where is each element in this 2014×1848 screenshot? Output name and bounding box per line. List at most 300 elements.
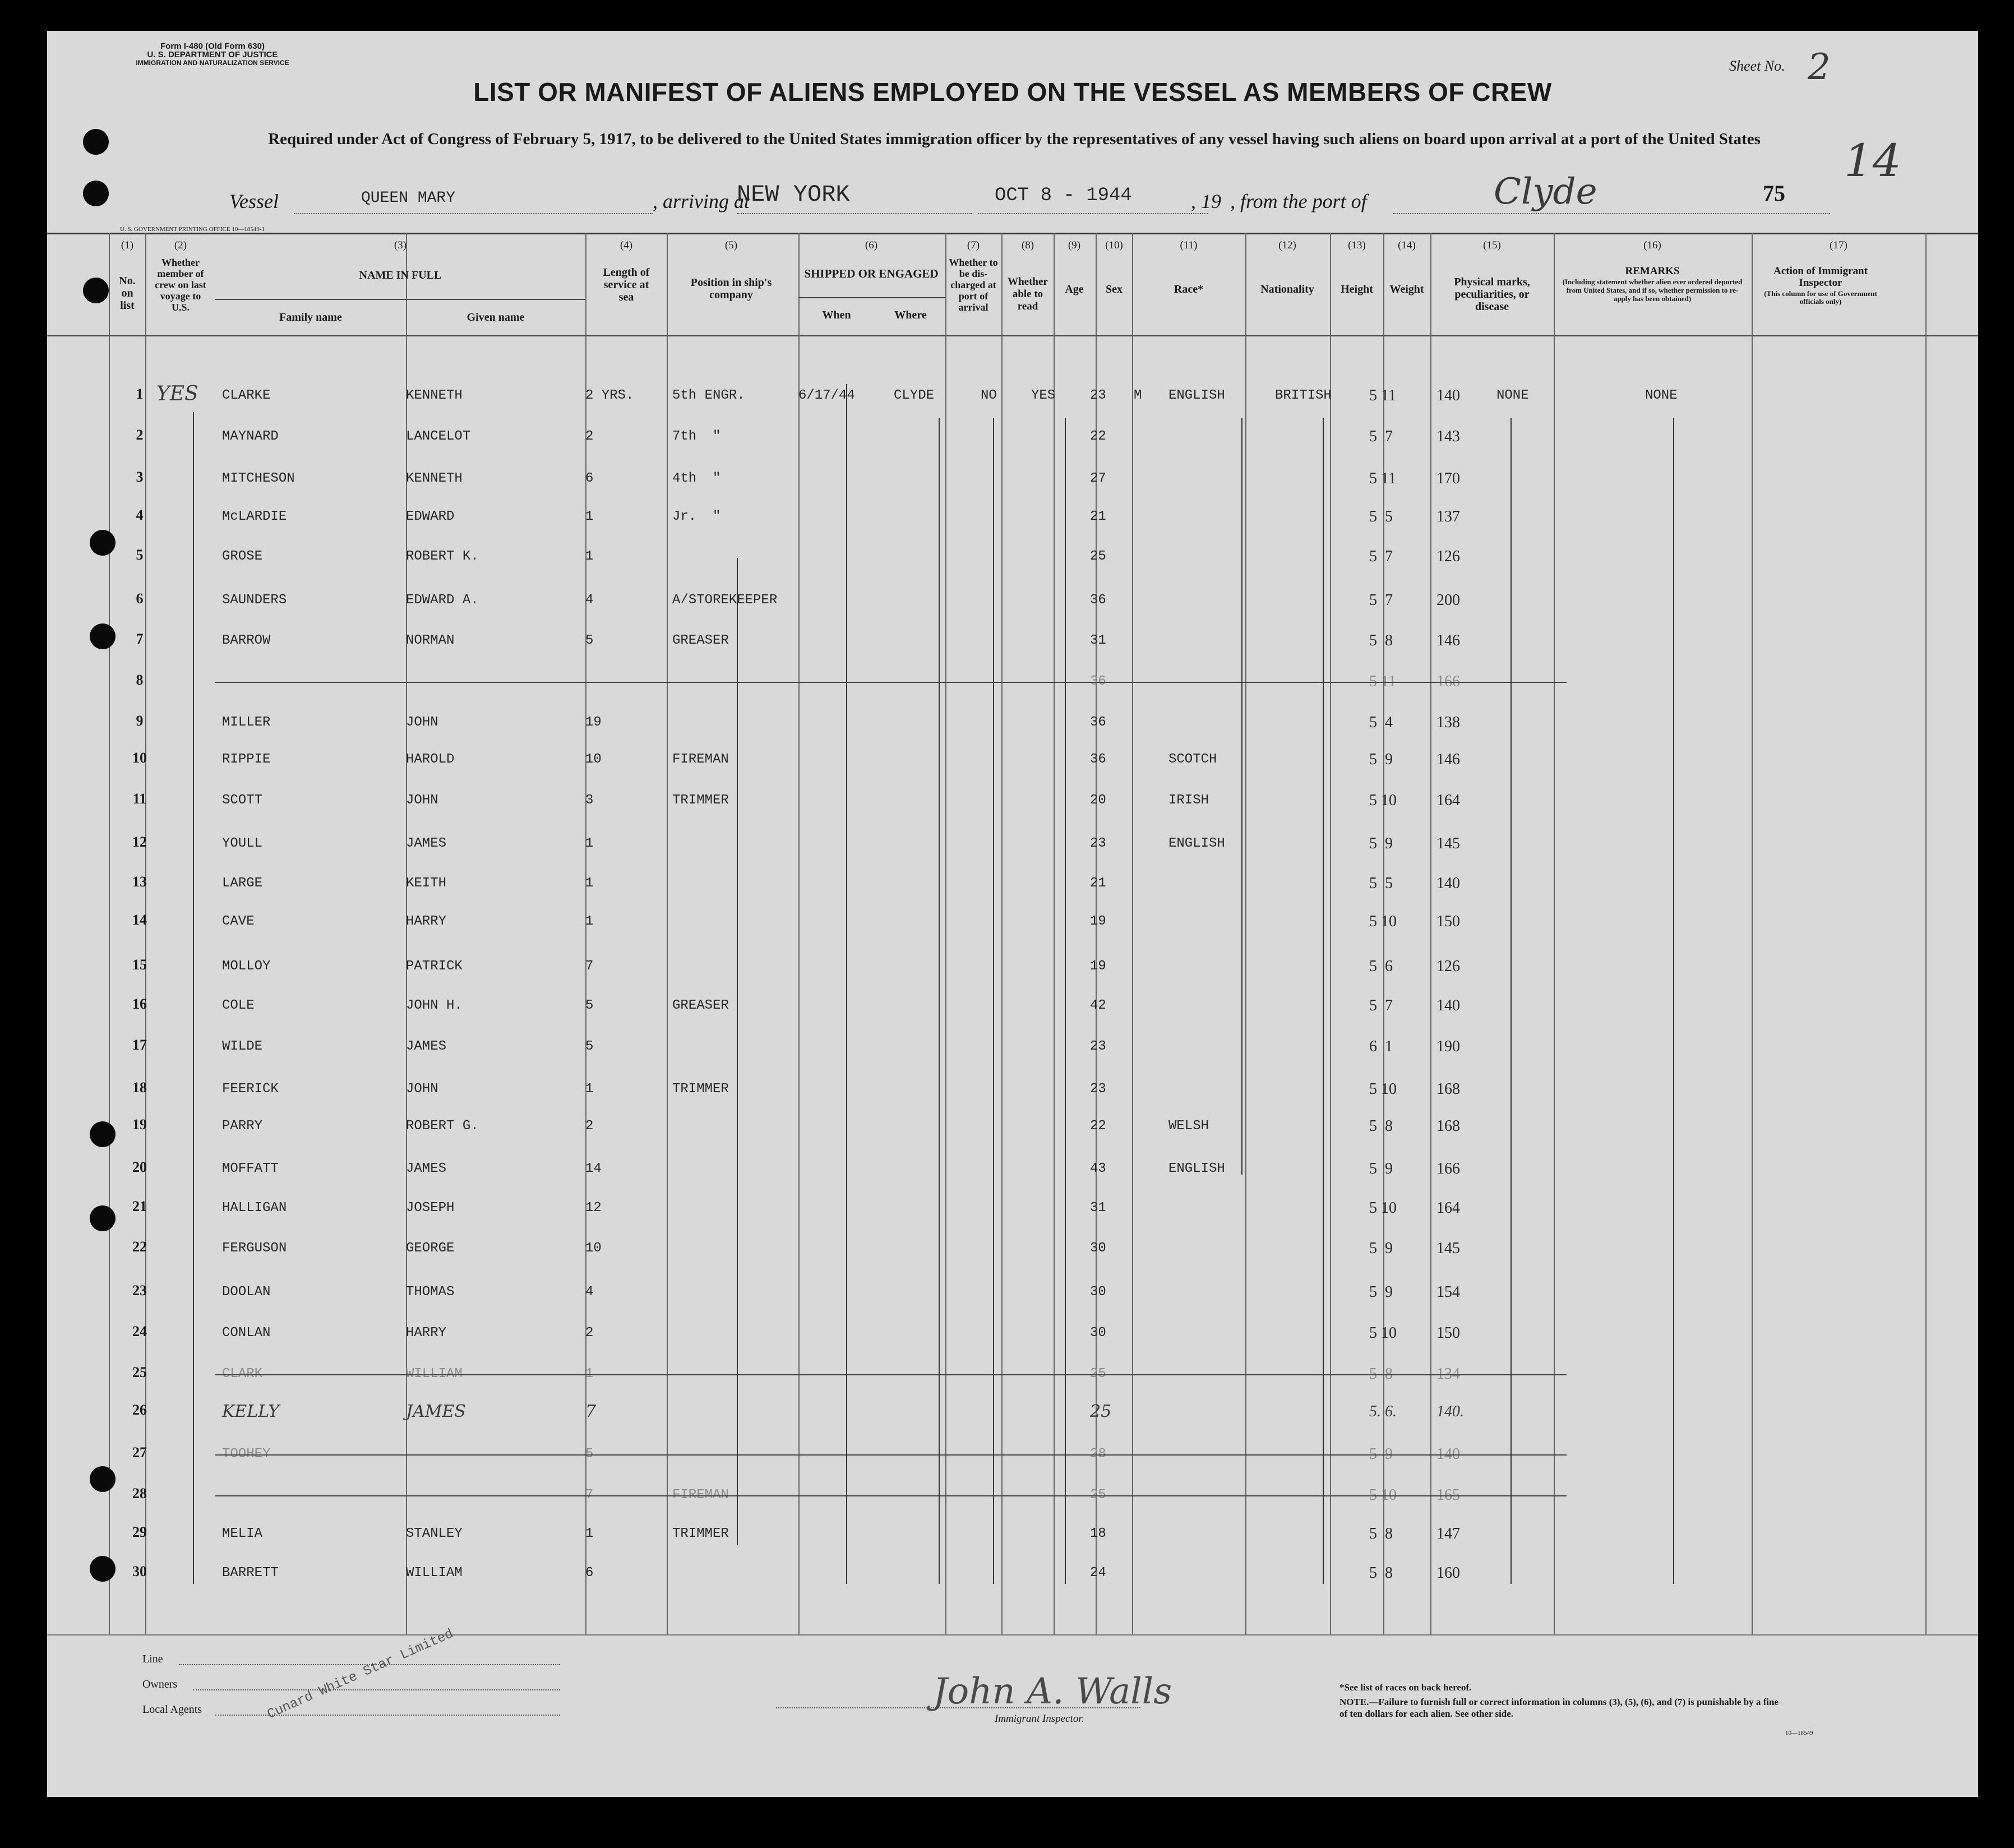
weight: 147: [1436, 1525, 1460, 1542]
height: 5 8: [1369, 1525, 1393, 1542]
header-position: Position in ship's company: [690, 276, 772, 301]
height: 5 8: [1369, 1365, 1393, 1383]
height: 5 8: [1369, 1117, 1393, 1135]
service-length: 14: [585, 1161, 602, 1176]
service-length: 10: [585, 752, 602, 767]
family-name: PARRY: [222, 1119, 263, 1134]
header-given-name: Given name: [466, 311, 525, 324]
punch-hole: [90, 1121, 116, 1147]
ditto-line: [193, 412, 194, 1584]
row-number: 26: [132, 1402, 147, 1418]
family-name: MILLER: [222, 715, 271, 730]
column-number: (3): [394, 239, 407, 251]
physical-marks: NONE: [1496, 388, 1529, 403]
weight: 140: [1436, 387, 1460, 404]
family-name: CLARKE: [222, 388, 271, 403]
position: FIREMAN: [672, 752, 729, 767]
weight: 138: [1436, 714, 1460, 731]
given-name: ROBERT G.: [406, 1119, 479, 1134]
department: U. S. DEPARTMENT OF JUSTICE: [147, 50, 278, 59]
height: 5 8: [1369, 632, 1393, 649]
agent-stamp: Cunard White Star Limited: [265, 1626, 456, 1722]
service-length: 7: [585, 1487, 594, 1503]
form-id: Form I-480 (Old Form 630): [160, 41, 265, 51]
service-length: 6: [585, 1565, 594, 1581]
height: 5 11: [1369, 673, 1396, 690]
owners-label: Owners: [142, 1678, 178, 1690]
row-number: 30: [132, 1563, 147, 1579]
service-length: 4: [585, 1285, 594, 1300]
service-length: 7: [585, 1402, 597, 1421]
family-name: FERGUSON: [222, 1241, 287, 1256]
header-weight: Weight: [1389, 283, 1424, 295]
weight: 140.: [1436, 1403, 1464, 1420]
able-to-read: YES: [1031, 388, 1056, 403]
column-divider: [109, 233, 110, 1634]
height: 5 9: [1369, 835, 1393, 852]
discharged-flag: NO: [981, 388, 997, 403]
printing-office: U. S. GOVERNMENT PRINTING OFFICE 10—18549-1: [120, 226, 265, 233]
age: 18: [1090, 1526, 1106, 1541]
header-name-in-full: NAME IN FULL: [359, 269, 442, 281]
age: 36: [1090, 752, 1106, 767]
strike-through-line: [215, 1495, 1567, 1496]
weight: 150: [1436, 1324, 1460, 1342]
given-name: JOSEPH: [406, 1200, 455, 1216]
remarks: NONE: [1645, 388, 1678, 403]
year-label: , 19: [1191, 190, 1221, 212]
family-name: SAUNDERS: [222, 593, 287, 608]
arrival-date: OCT 8 - 1944: [995, 185, 1132, 206]
punch-hole: [83, 181, 109, 206]
row-number: 9: [136, 713, 144, 729]
height: 5 4: [1369, 714, 1393, 731]
family-name: MOLLOY: [222, 959, 271, 974]
age: 25: [1090, 1366, 1106, 1382]
service-length: 1: [585, 836, 594, 851]
row-number: 20: [132, 1159, 147, 1175]
column-divider: [1752, 233, 1753, 1634]
age: 24: [1090, 1565, 1106, 1581]
given-name: JOHN: [406, 715, 438, 730]
column-number: (15): [1483, 239, 1501, 251]
ditto-line: [1510, 418, 1512, 1584]
height: 5 9: [1369, 1160, 1393, 1177]
form-id-block: [131, 42, 294, 67]
row-number: 21: [132, 1198, 147, 1214]
family-name: MOFFATT: [222, 1161, 279, 1176]
given-name: HAROLD: [406, 752, 455, 767]
ditto-line: [1673, 418, 1674, 1584]
age: 31: [1090, 1200, 1106, 1216]
height: 5 10: [1369, 913, 1397, 930]
row-number: 24: [132, 1323, 147, 1339]
family-name: CLARK: [222, 1366, 263, 1382]
service-length: 6: [585, 471, 594, 486]
column-number: (1): [121, 239, 134, 251]
given-name: KENNETH: [406, 388, 463, 403]
family-name: MELIA: [222, 1526, 263, 1541]
manifest-sheet: [47, 31, 1978, 1797]
given-name: NORMAN: [406, 633, 455, 648]
column-number: (11): [1180, 239, 1198, 251]
family-name: RIPPIE: [222, 752, 271, 767]
height: 5 11: [1369, 387, 1396, 404]
position: TRIMMER: [672, 793, 729, 808]
given-name: ROBERT K.: [406, 549, 479, 564]
column-number: (9): [1068, 239, 1081, 251]
ditto-line: [1323, 418, 1324, 1584]
given-name: EDWARD A.: [406, 593, 479, 608]
position: FIREMAN: [672, 1487, 729, 1503]
vessel-label: Vessel: [229, 190, 279, 212]
row-number: 1: [136, 386, 144, 402]
race: ENGLISH: [1168, 1161, 1225, 1176]
header-height: Height: [1341, 283, 1373, 295]
weight: 168: [1436, 1080, 1460, 1098]
age: 20: [1090, 793, 1106, 808]
header-crew-last-voyage: Whether member of crew on last voyage to U.S.: [155, 257, 206, 313]
row-number: 7: [136, 631, 144, 647]
service-length: 7: [585, 959, 594, 974]
row-number: 17: [132, 1037, 147, 1053]
weight: 190: [1436, 1038, 1460, 1055]
family-name: COLE: [222, 998, 255, 1013]
given-name: WILLIAM: [406, 1565, 463, 1581]
row-number: 15: [132, 957, 147, 973]
service-length: 2 YRS.: [585, 388, 634, 403]
given-name: JOHN: [406, 1082, 438, 1097]
column-divider: [1054, 233, 1055, 1634]
header-no-on-list: No. on list: [119, 275, 136, 312]
row-number: 28: [132, 1485, 147, 1502]
line-label: Line: [142, 1653, 163, 1665]
age: 23: [1090, 1082, 1106, 1097]
age: 36: [1090, 593, 1106, 608]
weight: 134: [1436, 1365, 1460, 1383]
given-name: PATRICK: [406, 959, 463, 974]
service-length: 2: [585, 1119, 594, 1134]
row-number: 6: [136, 590, 144, 607]
row-number: 4: [136, 507, 144, 523]
column-number: (8): [1021, 239, 1034, 251]
height: 5 9: [1369, 1445, 1393, 1463]
age: 27: [1090, 471, 1106, 486]
race: IRISH: [1168, 793, 1209, 808]
column-number: (14): [1398, 239, 1416, 251]
departure-port: Clyde: [1494, 171, 1597, 212]
age: 23: [1090, 836, 1106, 851]
age: 19: [1090, 914, 1106, 929]
column-divider: [1132, 233, 1133, 1634]
weight: 137: [1436, 508, 1460, 525]
ditto-line: [1065, 418, 1066, 1584]
weight: 140: [1436, 997, 1460, 1014]
column-number: (5): [724, 239, 738, 251]
service-length: 4: [585, 593, 594, 608]
given-name: KEITH: [406, 876, 447, 891]
punch-hole: [90, 1205, 116, 1231]
weight: 166: [1436, 673, 1460, 690]
weight: 168: [1436, 1117, 1460, 1135]
weight: 145: [1436, 835, 1460, 852]
ditto-line: [846, 384, 847, 1584]
header-when: When: [822, 309, 851, 321]
strike-through-line: [215, 1454, 1567, 1456]
height: 5 10: [1369, 1486, 1397, 1504]
sheet-number: 2: [1808, 47, 1831, 88]
family-name: LARGE: [222, 876, 263, 891]
column-number: (6): [865, 239, 878, 251]
row-number: 22: [132, 1239, 147, 1255]
weight: 150: [1436, 913, 1460, 930]
local-agents-label: Local Agents: [142, 1703, 202, 1716]
print-code: 10—18549: [1785, 1730, 1813, 1736]
shipped-when: 6/17/44: [798, 388, 855, 403]
row-number: 29: [132, 1524, 147, 1540]
weight: 145: [1436, 1240, 1460, 1257]
family-name: BARRETT: [222, 1565, 279, 1581]
height: 5 5: [1369, 508, 1393, 525]
height: 5 10: [1369, 1199, 1397, 1217]
age: 22: [1090, 429, 1106, 444]
family-name: HALLIGAN: [222, 1200, 287, 1216]
family-name: DOOLAN: [222, 1285, 271, 1300]
row-number: 14: [132, 912, 147, 928]
punch-hole: [83, 129, 109, 155]
column-divider: [1330, 233, 1331, 1634]
service-length: 10: [585, 1241, 602, 1256]
column-number: (4): [620, 239, 633, 251]
header-remarks-note: (Including statement whether alien ever ordered deported from United States, and if so, whether permission to re-apply has been obtained): [1562, 278, 1743, 303]
punch-hole: [90, 1556, 116, 1582]
header-physical-marks: Physical marks, peculiarities, or disease: [1454, 276, 1530, 313]
service-length: 1: [585, 1366, 594, 1382]
age: 23: [1090, 1039, 1106, 1054]
given-name: THOMAS: [406, 1285, 455, 1300]
height: 5 10: [1369, 1324, 1397, 1342]
age: 28: [1090, 1447, 1106, 1462]
header-sex: Sex: [1106, 283, 1123, 295]
row-number: 11: [132, 791, 147, 807]
inspector-label: Immigrant Inspector.: [995, 1713, 1084, 1725]
punch-hole: [90, 1466, 116, 1492]
page-title: LIST OR MANIFEST OF ALIENS EMPLOYED ON THE VESSEL AS MEMBERS OF CREW: [473, 77, 1552, 107]
column-number: (2): [174, 239, 187, 251]
row-number: 13: [132, 874, 147, 890]
given-name: LANCELOT: [406, 429, 471, 444]
family-name: KELLY: [222, 1402, 280, 1421]
header-discharged: Whether to be dis-charged at port of arrival: [949, 257, 998, 313]
height: 5 6: [1369, 958, 1393, 975]
age: 30: [1090, 1241, 1106, 1256]
arriving-label: , arriving at: [653, 190, 750, 212]
height: 5 7: [1369, 428, 1393, 445]
sex: M: [1134, 388, 1142, 403]
service-length: 1: [585, 1526, 594, 1541]
service-length: 5: [585, 998, 594, 1013]
header-shipped-or-engaged: SHIPPED OR ENGAGED: [804, 267, 939, 280]
service-length: 1: [585, 549, 594, 564]
height: 5 8: [1369, 1564, 1393, 1582]
ditto-line: [993, 418, 994, 1584]
service-length: 5: [585, 1039, 594, 1054]
header-immigrant-inspector: Action of Immigrant Inspector: [1773, 265, 1868, 289]
given-name: JAMES: [406, 1161, 447, 1176]
column-number: (13): [1348, 239, 1366, 251]
family-name: BARROW: [222, 633, 271, 648]
punch-hole: [90, 530, 116, 556]
weight: 140: [1436, 1445, 1460, 1463]
age: 19: [1090, 959, 1106, 974]
family-name: CAVE: [222, 914, 255, 929]
age: 30: [1090, 1325, 1106, 1341]
margin-note: 14: [1844, 135, 1901, 187]
family-name: MAYNARD: [222, 429, 279, 444]
height: 5. 6.: [1369, 1403, 1397, 1420]
row-number: 5: [136, 547, 144, 563]
age: 25: [1090, 1487, 1106, 1503]
service-length: 1: [585, 876, 594, 891]
weight: 164: [1436, 1199, 1460, 1217]
height: 6 1: [1369, 1038, 1393, 1055]
punch-hole: [83, 278, 109, 303]
weight: 146: [1436, 751, 1460, 768]
family-name: WILDE: [222, 1039, 263, 1054]
height: 5 9: [1369, 751, 1393, 768]
header-remarks: REMARKS: [1625, 265, 1680, 277]
column-divider: [1430, 233, 1431, 1634]
row-number: 3: [136, 469, 144, 485]
shipped-where: CLYDE: [894, 388, 935, 403]
column-number: (16): [1643, 239, 1661, 251]
races-note: *See list of races on back hereof.: [1339, 1682, 1472, 1693]
position: GREASER: [672, 998, 729, 1013]
column-divider: [1925, 233, 1927, 1634]
penalty-note: NOTE.—Failure to furnish full or correct information in columns (3), (5), (6), and (7) is punishable by a fine of ten dollars for each alien. See other side.: [1339, 1697, 1779, 1719]
weight: 170: [1436, 470, 1460, 487]
header-nationality: Nationality: [1260, 283, 1314, 295]
given-name: HARRY: [406, 914, 447, 929]
column-divider: [1245, 233, 1246, 1634]
height: 5 7: [1369, 548, 1393, 565]
strike-through-line: [215, 1374, 1567, 1375]
ditto-line: [737, 558, 738, 1545]
crew-member-flag: YES: [156, 382, 198, 405]
family-name: SCOTT: [222, 793, 263, 808]
given-name: JOHN: [406, 793, 438, 808]
height: 5 7: [1369, 592, 1393, 609]
arrival-port: NEW YORK: [737, 181, 850, 208]
service-length: 12: [585, 1200, 602, 1216]
strike-through-line: [215, 682, 1567, 683]
header-age: Age: [1065, 283, 1084, 295]
weight: 140: [1436, 875, 1460, 892]
family-name: CONLAN: [222, 1325, 271, 1341]
service-length: 1: [585, 1082, 594, 1097]
height: 5 10: [1369, 1080, 1397, 1098]
given-name: GEORGE: [406, 1241, 455, 1256]
race: SCOTCH: [1168, 752, 1217, 767]
given-name: JOHN H.: [406, 998, 463, 1013]
column-divider: [667, 233, 668, 1634]
header-able-to-read: Whether able to read: [1008, 276, 1048, 312]
age: 31: [1090, 633, 1106, 648]
column-divider: [798, 233, 800, 1634]
position: A/STOREKEEPER: [672, 593, 778, 608]
from-label: , from the port of: [1230, 190, 1367, 212]
height: 5 7: [1369, 997, 1393, 1014]
given-name: HARRY: [406, 1325, 447, 1341]
family-name: FEERICK: [222, 1082, 279, 1097]
punch-hole: [90, 623, 116, 649]
service-length: 2: [585, 429, 594, 444]
race: ENGLISH: [1168, 836, 1225, 851]
service-length: 5: [585, 633, 594, 648]
family-name: GROSE: [222, 549, 263, 564]
column-divider: [1554, 233, 1555, 1634]
position: 7th ": [672, 429, 721, 444]
age: 36: [1090, 674, 1106, 689]
column-number: (12): [1278, 239, 1296, 251]
weight: 200: [1436, 592, 1460, 609]
position: TRIMMER: [672, 1526, 729, 1541]
family-name: McLARDIE: [222, 509, 287, 524]
age: 21: [1090, 876, 1106, 891]
given-name: JAMES: [406, 836, 447, 851]
weight: 164: [1436, 792, 1460, 809]
header-length-of-service: Length of service at sea: [603, 266, 650, 303]
column-divider: [1001, 233, 1003, 1634]
given-name: KENNETH: [406, 471, 463, 486]
row-number: 2: [136, 427, 144, 443]
ditto-line: [1241, 418, 1242, 1175]
inspector-signature: John A. Walls: [933, 1671, 1172, 1712]
sheet-label: Sheet No.: [1729, 58, 1785, 74]
row-number: 25: [132, 1364, 147, 1380]
position: Jr. ": [672, 509, 721, 524]
nationality: BRITISH: [1275, 388, 1332, 403]
weight: 146: [1436, 632, 1460, 649]
given-name: STANLEY: [406, 1526, 463, 1541]
service-length: 2: [585, 1325, 594, 1341]
age: 25: [1090, 549, 1106, 564]
age: 25: [1090, 1402, 1112, 1421]
service-length: 19: [585, 715, 602, 730]
weight: 160: [1436, 1564, 1460, 1582]
given-name: JAMES: [406, 1039, 447, 1054]
vessel-name: QUEEN MARY: [361, 190, 456, 207]
row-number: 16: [132, 996, 147, 1012]
header-inspector-note: (This column for use of Government officials only): [1764, 289, 1877, 306]
weight: 126: [1436, 548, 1460, 565]
column-number: (17): [1830, 239, 1847, 251]
position: 4th ": [672, 471, 721, 486]
height: 5 11: [1369, 470, 1396, 487]
given-name: JAMES: [406, 1402, 466, 1421]
weight: 126: [1436, 958, 1460, 975]
position: TRIMMER: [672, 1082, 729, 1097]
column-divider: [945, 233, 946, 1634]
subtitle: Required under Act of Congress of February 5, 1917, to be delivered to the United States immigration officer by the representatives of any vessel having such aliens on board upon arrival at a port of the United States: [268, 130, 1761, 148]
height: 5 9: [1369, 1283, 1393, 1301]
weight: 165: [1436, 1486, 1460, 1504]
age: 42: [1090, 998, 1106, 1013]
height: 5 5: [1369, 875, 1393, 892]
age: 30: [1090, 1285, 1106, 1300]
row-number: 12: [132, 834, 147, 850]
position: GREASER: [672, 633, 729, 648]
